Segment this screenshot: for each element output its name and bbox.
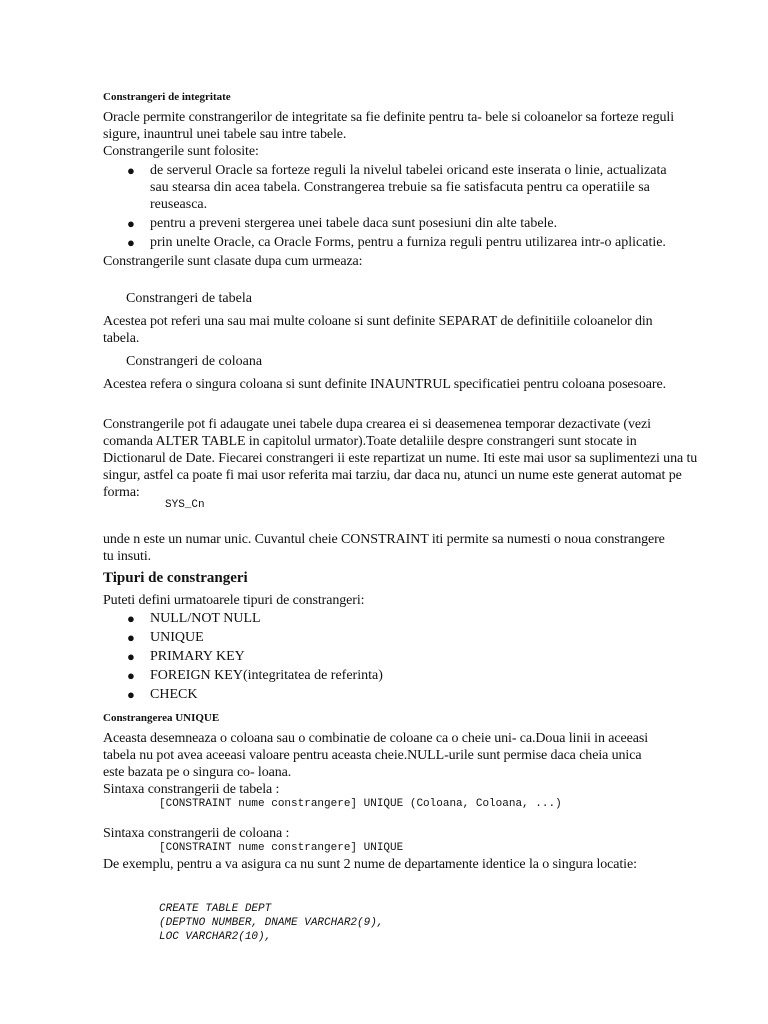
bullet-icon: ● bbox=[127, 668, 135, 683]
bullet-icon: ● bbox=[127, 235, 135, 250]
table-syntax-code: [CONSTRAINT nume constrangere] UNIQUE (Coloana, Coloana, ...) bbox=[159, 798, 562, 810]
list-item: ● de serverul Oracle sa forteze reguli la nivelul tabelei oricand este inserata o linie, actualizata sau stearsa din acea tabela. Constrangerea trebuie sa fie satisfacuta pentru ca operatiile sa reuseasca. bbox=[127, 163, 667, 212]
sys-code: SYS_Cn bbox=[165, 499, 205, 511]
list-item: ● pentru a preveni stergerea unei tabele daca sunt posesiuni din alte tabele. bbox=[127, 216, 558, 231]
bullet-icon: ● bbox=[127, 163, 135, 178]
uses-list bbox=[103, 162, 688, 251]
bullet-icon: ● bbox=[127, 649, 135, 664]
column-syntax-label: Sintaxa constrangerii de coloana : bbox=[103, 826, 290, 841]
code-line: LOC VARCHAR2(10), bbox=[159, 931, 272, 943]
column-constraints-text: Acestea refera o singura coloana si sunt definite INAUNTRUL specificatiei pentru coloana posesoare. bbox=[103, 377, 666, 392]
list-item: ● NULL/NOT NULL bbox=[127, 611, 261, 626]
types-heading: Tipuri de constrangeri bbox=[103, 570, 248, 586]
table-constraints-heading: Constrangeri de tabela bbox=[126, 291, 252, 306]
used-label: Constrangerile sunt folosite: bbox=[103, 144, 259, 159]
list-item: ● prin unelte Oracle, ca Oracle Forms, pentru a furniza reguli pentru utilizarea intr-o aplicatie. bbox=[127, 235, 666, 250]
column-constraints-heading: Constrangeri de coloana bbox=[126, 354, 263, 369]
types-intro: Puteti defini urmatoarele tipuri de constrangeri: bbox=[103, 593, 365, 608]
unique-n-paragraph: unde n este un numar unic. Cuvantul cheie CONSTRAINT iti permite sa numesti o noua constrangere tu insuti. bbox=[103, 532, 665, 564]
table-constraints-text: Acestea pot referi una sau mai multe coloane si sunt definite SEPARAT de definitiile coloanelor din tabela. bbox=[103, 314, 653, 346]
unique-heading: Constrangerea UNIQUE bbox=[103, 712, 220, 724]
unique-paragraph: Aceasta desemneaza o coloana sau o combinatie de coloane ca o cheie uni- ca.Doua linii in aceeasi tabela nu pot avea aceeasi valoare pentru aceasta cheie.NULL-urile sunt permise daca cheia unica este bazata pe o singura co- loana. bbox=[103, 731, 648, 780]
example-paragraph: De exemplu, pentru a va asigura ca nu sunt 2 nume de departamente identice la o singura locatie: bbox=[103, 857, 637, 872]
section-title: Constrangeri de integritate bbox=[103, 91, 231, 103]
bullet-icon: ● bbox=[127, 216, 135, 231]
table-syntax-label: Sintaxa constrangerii de tabela : bbox=[103, 782, 280, 797]
types-list bbox=[103, 610, 603, 705]
code-line: CREATE TABLE DEPT bbox=[159, 903, 272, 915]
bullet-icon: ● bbox=[127, 687, 135, 702]
added-paragraph: Constrangerile pot fi adaugate unei tabele dupa crearea ei si deasemenea temporar dezactivate (vezi comanda ALTER TABLE in capitolul urmator).Toate detaliile despre constrangeri sunt stocate in Dictionarul de Date. Fiecarei constrangeri ii este repartizat un nume. Iti este mai usor sa suplimentezi una tu singur, astfel ca poate fi mai usor referita mai tarziu, dar daca nu, atunci un nume este generat automat pe forma: bbox=[103, 417, 698, 500]
classified-label: Constrangerile sunt clasate dupa cum urmeaza: bbox=[103, 254, 363, 269]
bullet-icon: ● bbox=[127, 611, 135, 626]
intro-paragraph: Oracle permite constrangerilor de integritate sa fie definite pentru ta- bele si coloanelor sa forteze reguli sigure, inauntrul unei tabele sau intre tabele. bbox=[103, 110, 675, 142]
bullet-icon: ● bbox=[127, 630, 135, 645]
example-code-block bbox=[159, 902, 383, 944]
code-line: (DEPTNO NUMBER, DNAME VARCHAR2(9), bbox=[159, 917, 384, 929]
list-item: ● FOREIGN KEY(integritatea de referinta) bbox=[127, 668, 383, 683]
column-syntax-code: [CONSTRAINT nume constrangere] UNIQUE bbox=[159, 842, 404, 854]
list-item: ● UNIQUE bbox=[127, 630, 204, 645]
list-item: ● CHECK bbox=[127, 687, 198, 702]
list-item: ● PRIMARY KEY bbox=[127, 649, 245, 664]
